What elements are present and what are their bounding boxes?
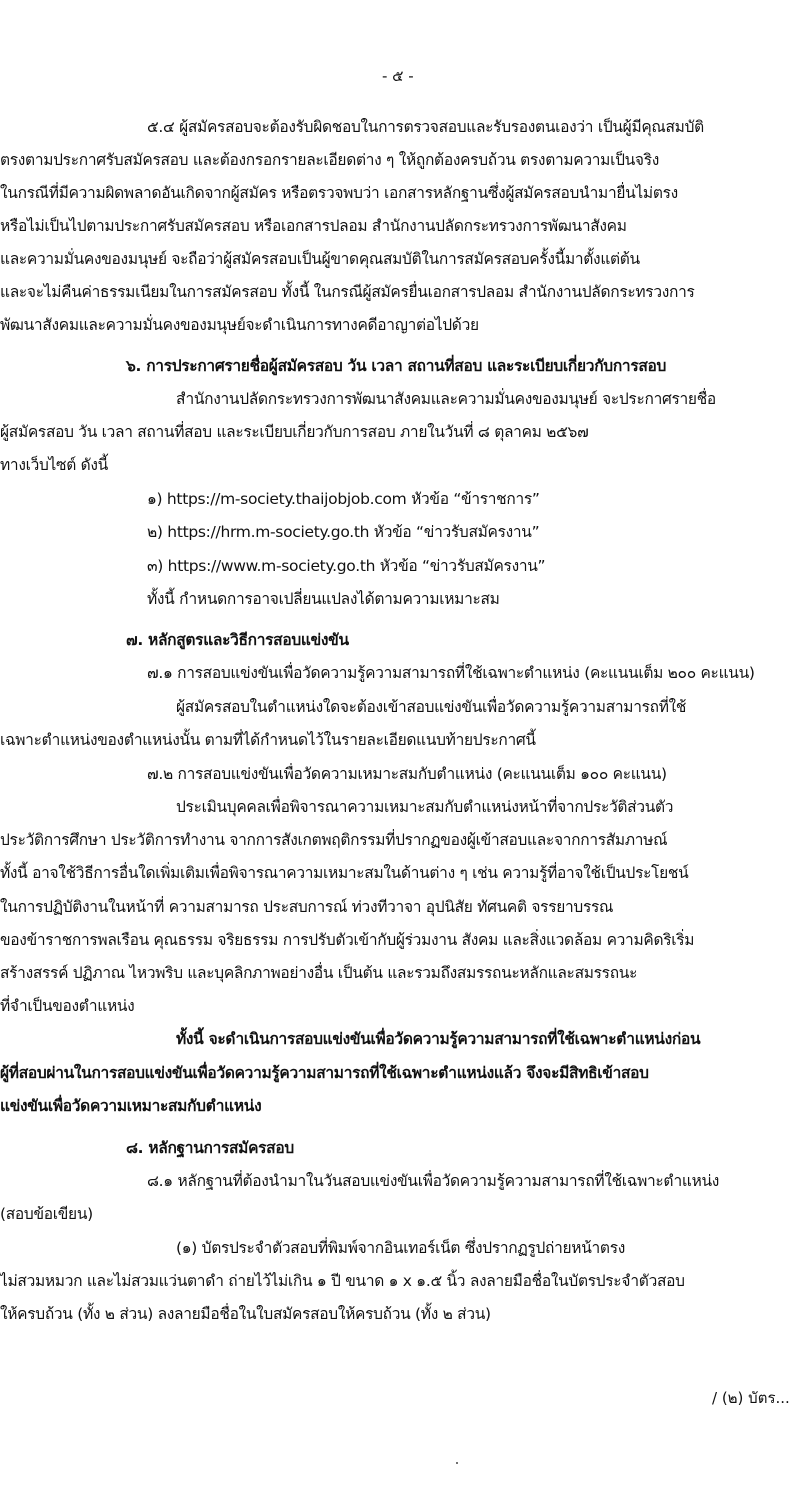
para-7-2-line-1: ประเมินบุคคลเพื่อพิจารณาความเหมาะสมกับตำแหน่งหน้าที่จากประวัติส่วนตัว — [176, 798, 674, 816]
subheading-8-1-cont: (สอบข้อเขียน) — [0, 1205, 93, 1223]
para-7-2-line-3: ทั้งนี้ อาจใช้วิธีการอื่นใดเพิ่มเติมเพื่อพิจารณาความเหมาะสมในด้านต่าง ๆ เช่น ความรู้ที่อาจใช้เป็นประโยชน์ — [0, 864, 689, 882]
para-7-1-line-1: ผู้สมัครสอบในตำแหน่งใดจะต้องเข้าสอบแข่งขันเพื่อวัดความรู้ความสามารถที่ใช้ — [176, 698, 687, 716]
section-6-line-3: ทางเว็บไซต์ ดังนี้ — [0, 456, 108, 474]
para-7-2-line-4: ในการปฏิบัติงานในหน้าที่ ความสามารถ ประสบการณ์ ท่วงทีวาจา อุปนิสัย ทัศนคติ จรรยาบรรณ — [0, 898, 614, 916]
subheading-8-1: ๘.๑ หลักฐานที่ต้องนำมาในวันสอบแข่งขันเพื่อวัดความรู้ความสามารถที่ใช้เฉพาะตำแหน่ง — [147, 1172, 720, 1190]
para-7-2-line-6: สร้างสรรค์ ปฏิภาณ ไหวพริบ และบุคลิกภาพอย่างอื่น เป็นต้น และรวมถึงสมรรถนะหลักและสมรรถนะ — [0, 964, 638, 982]
para-7-2-line-5: ของข้าราชการพลเรือน คุณธรรม จริยธรรม การปรับตัวเข้ากับผู้ร่วมงาน สังคม และสิ่งแวดล้อม ความคิดริเริ่ม — [0, 931, 695, 949]
section-6-line-1: สำนักงานปลัดกระทรวงการพัฒนาสังคมและความมั่นคงของมนุษย์ จะประกาศรายชื่อ — [176, 390, 716, 408]
para-5-4-line-2: ตรงตามประกาศรับสมัครสอบ และต้องกรอกรายละเอียดต่าง ๆ ให้ถูกต้องครบถ้วน ตรงตามความเป็นจริง — [0, 151, 659, 169]
para-5-4-line-1: ๕.๔ ผู้สมัครสอบจะต้องรับผิดชอบในการตรวจสอบและรับรองตนเองว่า เป็นผู้มีคุณสมบัติ — [147, 118, 704, 136]
para-5-4-line-7: พัฒนาสังคมและความมั่นคงของมนุษย์จะดำเนินการทางคดีอาญาต่อไปด้วย — [0, 316, 479, 334]
bold-note-line-2: ผู้ที่สอบผ่านในการสอบแข่งขันเพื่อวัดความรู้ความสามารถที่ใช้เฉพาะตำแหน่งแล้ว จึงจะมีสิทธิเข้าสอบ — [0, 1064, 649, 1082]
page-number: - ๕ - — [382, 67, 414, 85]
schedule-note: ทั้งนี้ กำหนดการอาจเปลี่ยนแปลงได้ตามความเหมาะสม — [147, 590, 500, 608]
para-5-4-line-5: และความมั่นคงของมนุษย์ จะถือว่าผู้สมัครสอบเป็นผู้ขาดคุณสมบัติในการสมัครสอบครั้งนี้มาตั้งแต่ต้น — [0, 250, 640, 268]
bold-note-line-1: ทั้งนี้ จะดำเนินการสอบแข่งขันเพื่อวัดความรู้ความสามารถที่ใช้เฉพาะตำแหน่งก่อน — [176, 1030, 701, 1048]
para-5-4-line-6: และจะไม่คืนค่าธรรมเนียมในการสมัครสอบ ทั้งนี้ ในกรณีผู้สมัครยื่นเอกสารปลอม สำนักงานปลัดกระทรวงการ — [0, 283, 695, 301]
para-7-2-line-2: ประวัติการศึกษา ประวัติการทำงาน จากการสังเกตพฤติกรรมที่ปรากฏของผู้เข้าสอบและจากการสัมภาษณ์ — [0, 831, 668, 849]
section-6-line-2: ผู้สมัครสอบ วัน เวลา สถานที่สอบ และระเบียบเกี่ยวกับการสอบ ภายในวันที่ ๘ ตุลาคม ๒๕๖๗ — [0, 423, 589, 441]
website-item-1: ๑) https://m-society.thaijobjob.com หัวข้อ “ข้าราชการ” — [147, 490, 540, 508]
para-7-2-line-7: ที่จำเป็นของตำแหน่ง — [0, 997, 135, 1015]
item-8-1-1-line-2: ไม่สวมหมวก และไม่สวมแว่นตาดำ ถ่ายไว้ไม่เกิน ๑ ปี ขนาด ๑ x ๑.๕ นิ้ว ลงลายมือชื่อในบัตรประจำตัวสอบ — [0, 1272, 685, 1290]
subheading-7-1: ๗.๑ การสอบแข่งขันเพื่อวัดความรู้ความสามารถที่ใช้เฉพาะตำแหน่ง (คะแนนเต็ม ๒๐๐ คะแนน) — [147, 664, 755, 682]
bold-note-line-3: แข่งขันเพื่อวัดความเหมาะสมกับตำแหน่ง — [0, 1097, 262, 1115]
scan-speck — [456, 1462, 458, 1464]
website-item-3: ๓) https://www.m-society.go.th หัวข้อ “ข่าวรับสมัครงาน” — [147, 557, 546, 575]
website-item-2: ๒) https://hrm.m-society.go.th หัวข้อ “ข่าวรับสมัครงาน” — [147, 523, 540, 541]
heading-section-7: ๗. หลักสูตรและวิธีการสอบแข่งขัน — [126, 631, 349, 649]
heading-section-8: ๘. หลักฐานการสมัครสอบ — [126, 1139, 294, 1157]
para-5-4-line-3: ในกรณีที่มีความผิดพลาดอันเกิดจากผู้สมัคร หรือตรวจพบว่า เอกสารหลักฐานซึ่งผู้สมัครสอบนำมายื่นไม่ตรง — [0, 184, 678, 202]
item-8-1-1-line-3: ให้ครบถ้วน (ทั้ง ๒ ส่วน) ลงลายมือชื่อในใบสมัครสอบให้ครบถ้วน (ทั้ง ๒ ส่วน) — [0, 1305, 491, 1323]
para-7-1-line-2: เฉพาะตำแหน่งของตำแหน่งนั้น ตามที่ได้กำหนดไว้ในรายละเอียดแนบท้ายประกาศนี้ — [0, 731, 536, 749]
continuation-marker: / (๒) บัตร... — [712, 1389, 790, 1407]
para-5-4-line-4: หรือไม่เป็นไปตามประกาศรับสมัครสอบ หรือเอกสารปลอม สำนักงานปลัดกระทรวงการพัฒนาสังคม — [0, 217, 627, 235]
heading-section-6: ๖. การประกาศรายชื่อผู้สมัครสอบ วัน เวลา สถานที่สอบ และระเบียบเกี่ยวกับการสอบ — [126, 357, 667, 375]
subheading-7-2: ๗.๒ การสอบแข่งขันเพื่อวัดความเหมาะสมกับตำแหน่ง (คะแนนเต็ม ๑๐๐ คะแนน) — [147, 765, 667, 783]
item-8-1-1-line-1: (๑) บัตรประจำตัวสอบที่พิมพ์จากอินเทอร์เน็ต ซึ่งปรากฏรูปถ่ายหน้าตรง — [176, 1239, 625, 1257]
